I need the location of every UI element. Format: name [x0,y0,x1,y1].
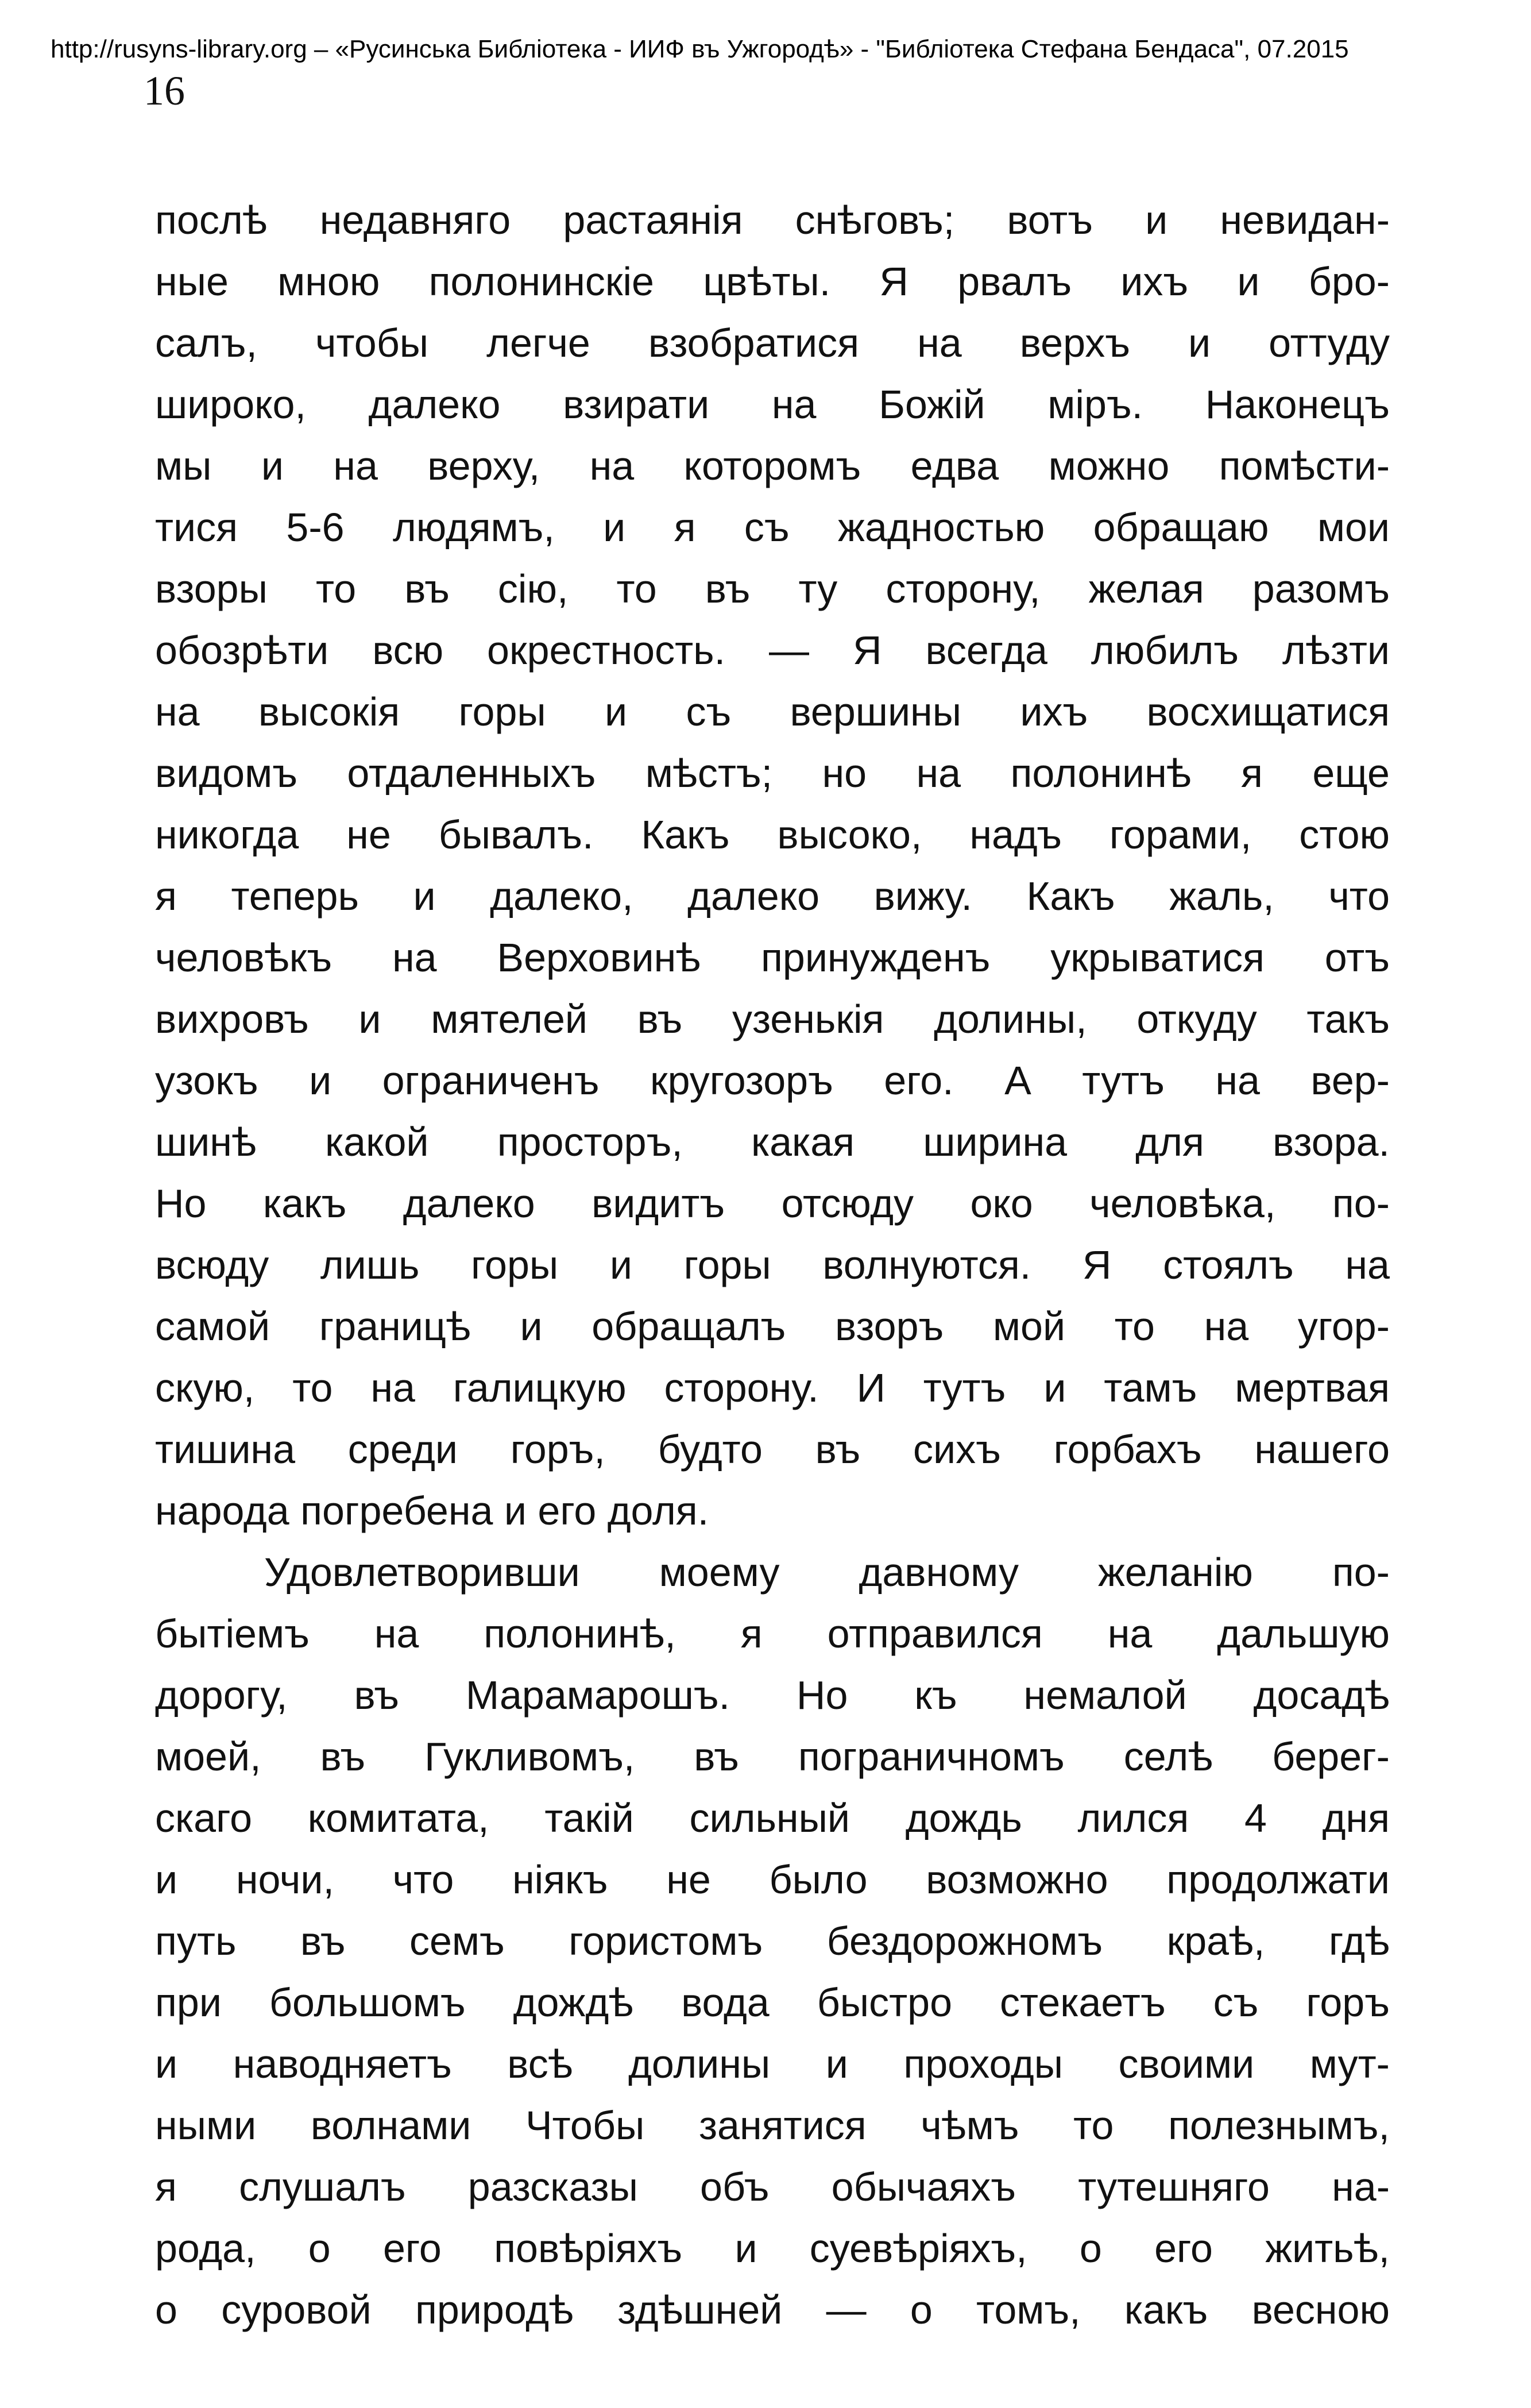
text-line: бытіемъ на полонинѣ, я отправился на дальшую [155,1611,1390,1656]
text-line: на высокія горы и съ вершины ихъ восхищатися [155,689,1390,734]
text-line: Но какъ далеко видитъ отсюду око человѣка, по- [155,1181,1390,1226]
text-line: и наводняетъ всѣ долины и проходы своими мут- [155,2042,1390,2086]
page-text [155,190,1390,2341]
text-line: человѣкъ на Верховинѣ принужденъ укрыватися отъ [155,935,1390,980]
paragraph-2 [155,1542,1390,2341]
text-line: скую, то на галицкую сторону. И тутъ и тамъ мертвая [155,1365,1390,1410]
text-line: о суровой природѣ здѣшней — о томъ, какъ весною [155,2287,1390,2332]
text-line: салъ, чтобы легче взобратися на верхъ и оттуду [155,321,1390,365]
text-line: ными волнами Чтобы занятися чѣмъ то полезнымъ, [155,2103,1390,2148]
text-line: при большомъ дождѣ вода быстро стекаетъ съ горъ [155,1980,1390,2025]
text-line: путь въ семъ гористомъ бездорожномъ краѣ, гдѣ [155,1919,1390,1963]
text-line: широко, далеко взирати на Божій міръ. Наконецъ [155,382,1390,427]
text-line: скаго комитата, такій сильный дождь лился 4 дня [155,1796,1390,1840]
text-line: я слушалъ разсказы объ обычаяхъ тутешняго на- [155,2164,1390,2209]
text-line: никогда не бывалъ. Какъ высоко, надъ горами, стою [155,812,1390,857]
text-line: ные мною полонинскіе цвѣты. Я рвалъ ихъ и бро- [155,259,1390,304]
text-line: узокъ и ограниченъ кругозоръ его. А тутъ на вер- [155,1058,1390,1103]
text-line: послѣ недавняго растаянія снѣговъ; вотъ и невидан- [155,198,1390,242]
text-line: тися 5-6 людямъ, и я съ жадностью обращаю мои [155,505,1390,550]
text-line: видомъ отдаленныхъ мѣстъ; но на полонинѣ я еще [155,751,1390,796]
text-line: я теперь и далеко, далеко вижу. Какъ жаль, что [155,874,1390,919]
text-line: взоры то въ сію, то въ ту сторону, желая разомъ [155,566,1390,611]
text-line: тишина среди горъ, будто въ сихъ горбахъ нашего [155,1427,1390,1472]
text-line: обозрѣти всю окрестность. — Я всегда любилъ лѣзти [155,628,1390,673]
text-line: народа погребена и его доля. [155,1488,709,1533]
text-line: дорогу, въ Марамарошъ. Но къ немалой досадѣ [155,1673,1390,1718]
text-line: Удовлетворивши моему давному желанію по- [264,1550,1390,1595]
page-number: 16 [144,68,185,114]
text-line: и ночи, что ніякъ не было возможно продолжати [155,1857,1390,1902]
paragraph-1 [155,190,1390,1542]
text-line: самой границѣ и обращалъ взоръ мой то на угор- [155,1304,1390,1349]
text-line: шинѣ какой просторъ, какая ширина для взора. [155,1120,1390,1164]
text-line: всюду лишь горы и горы волнуются. Я стоялъ на [155,1242,1390,1287]
text-line: мы и на верху, на которомъ едва можно помѣсти- [155,443,1390,488]
source-url-line: http://rusyns-library.org – «Русинська Библіотека - ИИФ въ Ужгородѣ» - "Библіотека Стефана Бендаса", 07.2015 [51,35,1349,63]
text-line: моей, въ Гукливомъ, въ пограничномъ селѣ берег- [155,1734,1390,1779]
text-line: рода, о его повѣріяхъ и суевѣріяхъ, о его житьѣ, [155,2226,1390,2271]
text-line: вихровъ и мятелей въ узенькія долины, откуду такъ [155,997,1390,1041]
